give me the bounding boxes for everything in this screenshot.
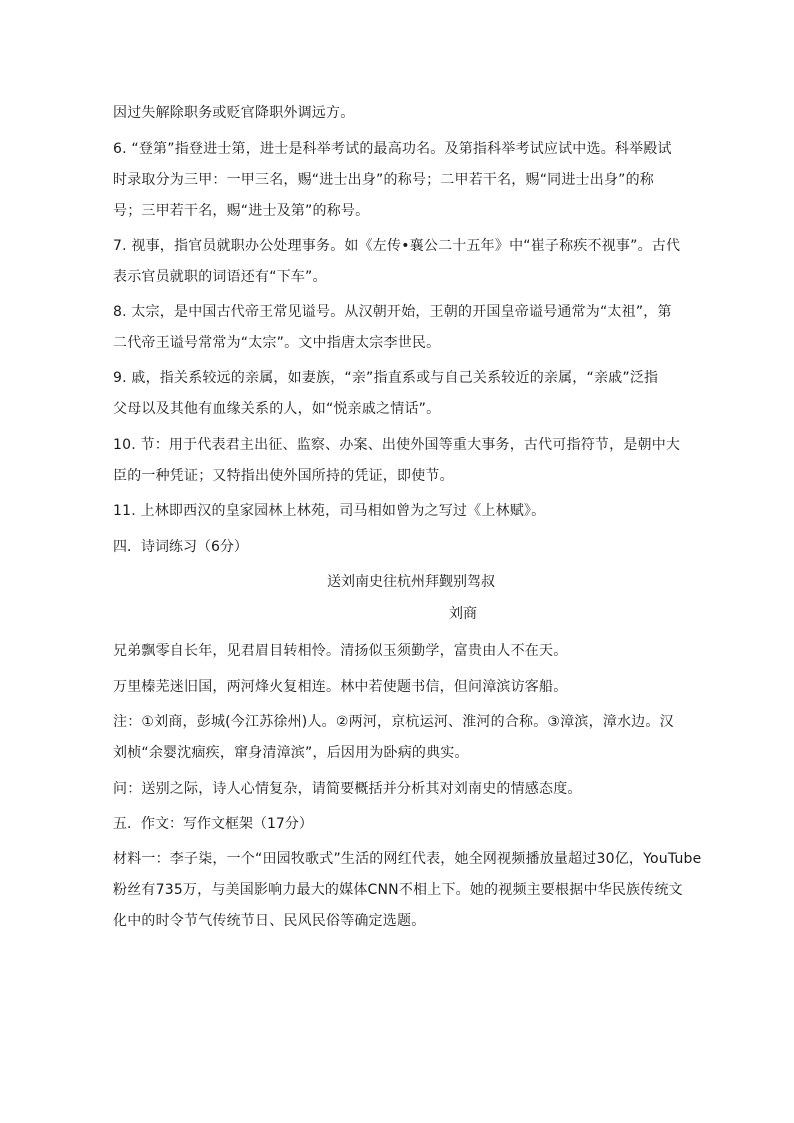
material-line-3: 化中的时令节气传统节日、民风民俗等确定选题。 [113,913,426,929]
section-4-heading: 四．诗词练习（6分） [113,539,248,555]
note-6-line-2: 时录取分为三甲：一甲三名，赐“进士出身”的称号；二甲若干名，赐“同进士出身”的称 [113,172,655,188]
note-8-line-1: 8. 太宗，是中国古代帝王常见谥号。从汉朝开始，王朝的开国皇帝谥号通常为“太祖”，第 [113,304,672,320]
section-5-heading: 五．作文：写作文框架（17分） [113,816,313,832]
poem-line-1: 兄弟飘零自长年，见君眉目转相怜。清扬似玉须勤学，富贵由人不在天。 [113,643,568,659]
note-7-line-2: 表示官员就职的词语还有“下车”。 [113,269,327,285]
note-7-line-1: 7. 视事，指官员就职办公处理事务。如《左传•襄公二十五年》中“崔子称疾不视事”。古代 [113,238,681,254]
note-6-line-1: 6. “登第”指登进士第，进士是科举考试的最高功名。及第指科举考试应试中选。科举殿试 [113,141,672,157]
note-10-line-1: 10. 节：用于代表君主出征、监察、办案、出使外国等重大事务，古代可指符节，是朝中大 [113,437,681,453]
poem-author: 刘商 [449,606,477,622]
material-line-2: 粉丝有735万，与美国影响力最大的媒体CNN不相上下。她的视频主要根据中华民族传统文 [113,882,683,898]
note-line: 因过失解除职务或贬官降职外调远方。 [113,105,355,121]
note-6-line-3: 号；三甲若干名，赐“进士及第”的称号。 [113,203,370,219]
note-10-line-2: 臣的一种凭证；又特指出使外国所持的凭证，即使节。 [113,468,454,484]
poem-line-2: 万里榛芜迷旧国，两河烽火复相连。林中若使题书信，但问漳滨访客船。 [113,679,568,695]
material-line-1: 材料一：李子柒，一个“田园牧歌式”生活的网红代表，她全网视频播放量超过30亿，YouTube [113,851,702,867]
note-9-line-1: 9. 戚，指关系较远的亲属，如妻族，“亲”指直系或与自己关系较近的亲属，“亲戚”泛指 [113,370,659,386]
poem-notes-line-1: 注：①刘商，彭城(今江苏徐州)人。②两河，京杭运河、淮河的合称。③漳滨，漳水边。汉 [113,714,674,730]
note-11-line: 11. 上林即西汉的皇家园林上林苑，司马相如曾为之写过《上林赋》。 [113,503,546,519]
poem-notes-line-2: 刘桢“余婴沈痼疾，窜身清漳滨”，后因用为卧病的典实。 [113,745,469,761]
poem-question: 问：送别之际，诗人心情复杂，请简要概括并分析其对刘南史的情感态度。 [113,781,582,797]
note-9-line-2: 父母以及其他有血缘关系的人，如“悦亲戚之情话”。 [113,401,441,417]
poem-title: 送刘南史往杭州拜觐别驾叔 [327,574,495,590]
note-8-line-2: 二代帝王谥号常常为“太宗”。文中指唐太宗李世民。 [113,335,441,351]
